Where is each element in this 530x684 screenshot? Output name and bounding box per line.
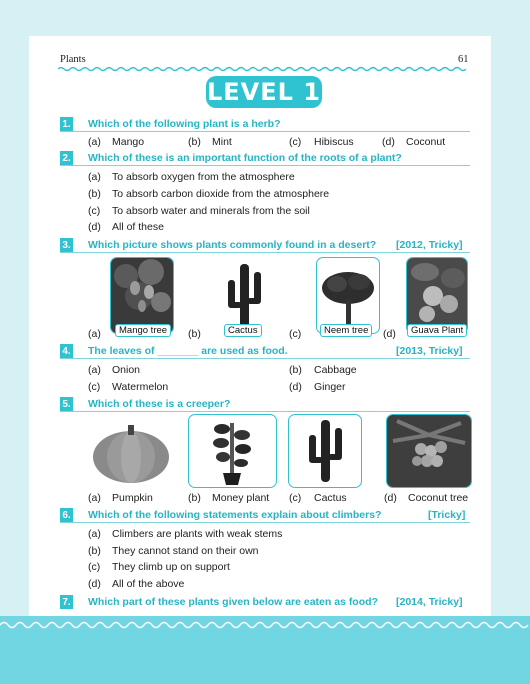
q5-option-d: Coconut tree [408,492,469,504]
q6-option-a: Climbers are plants with weak stems [112,528,283,540]
coconut-tree-image [386,414,472,488]
question-tag-3: [2012, Tricky] [396,239,463,251]
q5-option-a: Pumpkin [112,492,153,504]
q3-option-d-letter: (d) [383,328,396,340]
question-number-2: 2. [60,151,73,165]
running-header-section: Plants [60,54,86,65]
q3-option-c: Neem tree [320,324,372,337]
q2-option-d: All of these [112,221,164,233]
question-tag-7: [2014, Tricky] [396,596,463,608]
q3-option-a-letter: (a) [88,328,101,340]
q2-option-b-letter: (b) [88,188,101,200]
question-tag-6: [Tricky] [428,509,466,521]
question-underline-6 [60,522,470,523]
q3-option-c-letter: (c) [289,328,302,340]
q4-option-b: Cabbage [314,364,357,376]
pumpkin-image [88,414,174,488]
page-number: 61 [458,54,469,65]
question-underline-1 [60,131,470,132]
money-plant-image [188,414,277,488]
q5-option-c-letter: (c) [289,492,302,504]
q2-option-b: To absorb carbon dioxide from the atmosphere [112,188,330,200]
q1-option-b-letter: (b) [188,136,201,148]
question-text-3: Which picture shows plants commonly found in a desert? [88,239,377,251]
question-number-7: 7. [60,595,73,609]
question-number-1: 1. [60,117,73,131]
question-underline-3 [60,252,470,253]
q3-option-a: Mango tree [115,324,171,337]
question-text-7: Which part of these plants given below are eaten as food? [88,596,378,608]
q5-option-c: Cactus [314,492,347,504]
q6-option-d: All of the above [112,578,185,590]
q1-option-d-letter: (d) [382,136,395,148]
neem-tree-image [316,257,380,334]
question-text-2: Which of these is an important function of the roots of a plant? [88,152,402,164]
question-text-1: Which of the following plant is a herb? [88,118,281,130]
q5-option-b: Money plant [212,492,270,504]
question-underline-4 [60,358,470,359]
q5-option-a-letter: (a) [88,492,101,504]
q5-option-d-letter: (d) [384,492,397,504]
q1-option-c: Hibiscus [314,136,354,148]
q6-option-a-letter: (a) [88,528,101,540]
question-underline-5 [60,411,470,412]
q2-option-a-letter: (a) [88,171,101,183]
mango-tree-image [110,257,174,334]
level-title-badge [206,76,322,108]
q4-option-d: Ginger [314,381,346,393]
question-text-6: Which of the following statements explain about climbers? [88,509,382,521]
q3-option-b-letter: (b) [188,328,201,340]
q4-option-d-letter: (d) [289,381,302,393]
q4-option-a: Onion [112,364,141,376]
q4-option-b-letter: (b) [289,364,302,376]
q1-option-a-letter: (a) [88,136,101,148]
footer-wave [0,620,530,630]
question-underline-2 [60,165,470,166]
question-number-5: 5. [60,397,73,411]
question-text-4: The leaves of _______ are used as food. [88,345,288,357]
q4-option-c-letter: (c) [88,381,101,393]
header-wavy-line [58,66,470,72]
q3-option-b: Cactus [224,324,262,337]
question-tag-4: [2013, Tricky] [396,345,463,357]
question-text-5: Which of these is a creeper? [88,398,231,410]
q2-option-d-letter: (d) [88,221,101,233]
level-title: LEVEL 1 [206,78,321,106]
question-number-3: 3. [60,238,73,252]
q6-option-c-letter: (c) [88,561,101,573]
q5-option-b-letter: (b) [188,492,201,504]
question-number-4: 4. [60,344,73,358]
q6-option-b-letter: (b) [88,545,101,557]
q3-option-d: Guava Plant [407,324,467,337]
cactus-image [212,257,276,334]
guava-plant-image [406,257,468,334]
q2-option-c-letter: (c) [88,205,101,217]
question-number-6: 6. [60,508,73,522]
q2-option-a: To absorb oxygen from the atmosphere [112,171,295,183]
q1-option-c-letter: (c) [289,136,302,148]
q2-option-c: To absorb water and minerals from the soil [112,205,310,217]
q1-option-a: Mango [112,136,145,148]
q4-option-a-letter: (a) [88,364,101,376]
cactus-image-q5 [288,414,362,488]
q6-option-b: They cannot stand on their own [112,545,259,557]
q4-option-c: Watermelon [112,381,169,393]
q1-option-d: Coconut [406,136,446,148]
q6-option-c: They climb up on support [112,561,230,573]
q1-option-b: Mint [212,136,232,148]
q6-option-d-letter: (d) [88,578,101,590]
